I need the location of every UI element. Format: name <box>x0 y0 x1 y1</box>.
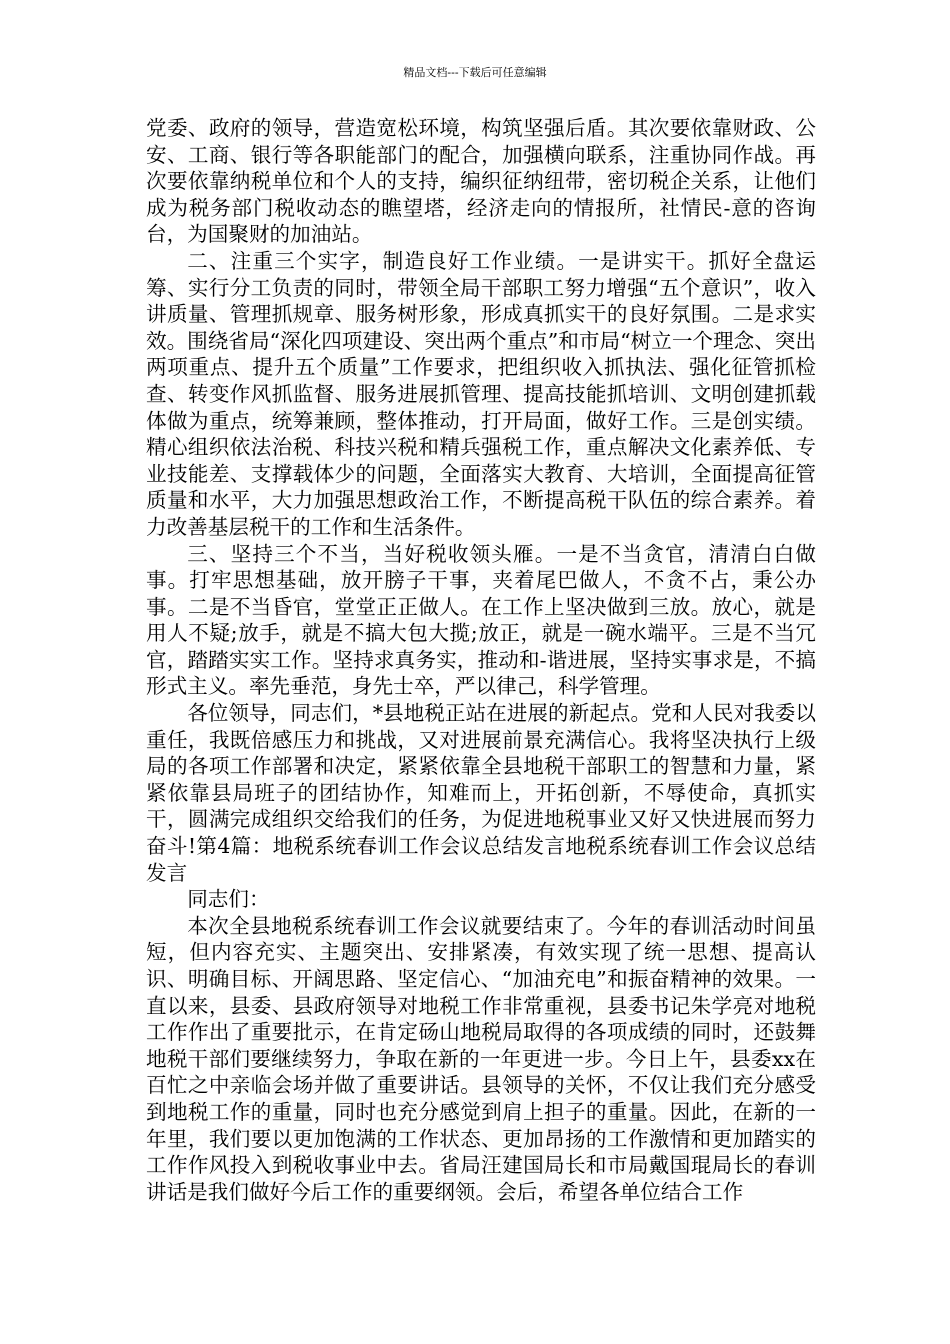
page-header: 精品文档---下载后可任意编辑 <box>403 66 547 79</box>
paragraph: 二、注重三个实字，制造良好工作业绩。一是讲实干。抓好全盘运筹、实行分工负责的同时，带领全局干部职工努力增强“五个意识”，收入讲质量、管理抓规章、服务树形象，形成真抓实干的良好氛围。二是求实效。围绕省局“深化四项建设、突出两个重点”和市局“树立一个理念、突出两项重点、提升五个质量”工作要求，把组织收入抓执法、强化征管抓检查、转变作风抓监督、服务进展抓管理、提高技能抓培训、文明创建抓载体做为重点，统筹兼顾，整体推动，打开局面，做好工作。三是创实绩。精心组织依法治税、科技兴税和精兵强税工作，重点解决文化素养低、专业技能差、支撑载体少的问题，全面落实大教育、大培训，全面提高征管质量和水平，大力加强思想政治工作，不断提高税干队伍的综合素养。着力改善基层税干的工作和生活条件。 <box>146 248 816 539</box>
paragraph: 各位领导，同志们，*县地税正站在进展的新起点。党和人民对我委以重任，我既倍感压力和挑战，又对进展前景充满信心。我将坚决执行上级局的各项工作部署和决定，紧紧依靠全县地税干部职工的智慧和力量，紧紧依靠县局班子的团结协作，知难而上，开拓创新，不辱使命，真抓实干，圆满完成组织交给我们的任务，为促进地税事业又好又快进展而努力奋斗!第4篇：地税系统春训工作会议总结发言地税系统春训工作会议总结发言 <box>146 701 816 885</box>
paragraph: 本次全县地税系统春训工作会议就要结束了。今年的春训活动时间虽短，但内容充实、主题突出、安排紧凑，有效实现了统一思想、提高认识、明确目标、开阔思路、坚定信心、“加油充电”和振奋精神的效果。一直以来，县委、县政府领导对地税工作非常重视，县委书记朱学亮对地税工作作出了重要批示，在肯定砀山地税局取得的各项成绩的同时，还鼓舞地税干部们要继续努力，争取在新的一年更进一步。今日上午，县委xx在百忙之中亲临会场并做了重要讲话。县领导的关怀，不仅让我们充分感受到地税工作的重量，同时也充分感觉到肩上担子的重量。因此，在新的一年里，我们要以更加饱满的工作状态、更加昂扬的工作激情和更加踏实的工作作风投入到税收事业中去。省局汪建国局长和市局戴国琨局长的春训讲话是我们做好今后工作的重要纲领。会后，希望各单位结合工作 <box>146 913 816 1204</box>
body-text <box>146 115 816 1205</box>
paragraph: 党委、政府的领导，营造宽松环境，构筑坚强后盾。其次要依靠财政、公安、工商、银行等各职能部门的配合，加强横向联系，注重协同作战。再次要依靠纳税单位和个人的支持，编织征纳纽带，密切税企关系，让他们成为税务部门税收动态的瞧望塔，经济走向的情报所，社情民-意的咨询台，为国聚财的加油站。 <box>146 116 816 247</box>
paragraph: 三、坚持三个不当，当好税收领头雁。一是不当贪官，清清白白做事。打牢思想基础，放开膀子干事，夹着尾巴做人，不贪不占，秉公办事。二是不当昏官，堂堂正正做人。在工作上坚决做到三放。放心，就是用人不疑;放手，就是不搞大包大揽;放正，就是一碗水端平。三是不当冗官，踏踏实实工作。坚持求真务实，推动和-谐进展，坚持实事求是，不搞形式主义。率先垂范，身先士卒，严以律己，科学管理。 <box>146 541 816 699</box>
paragraph: 同志们： <box>187 887 270 912</box>
